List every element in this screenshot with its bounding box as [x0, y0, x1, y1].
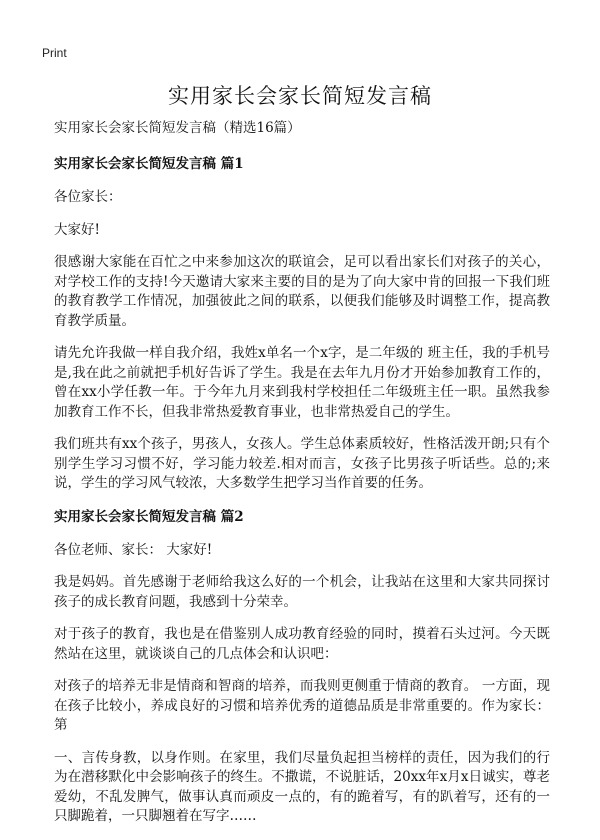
document-body: [54, 118, 550, 840]
section-1: [54, 154, 550, 494]
page-title: 实用家长会家长简短发言稿: [168, 84, 432, 108]
paragraph: 我是妈妈。首先感谢于老师给我这么好的一个机会，让我站在这里和大家共同探讨孩子的成长教育问题，我感到十分荣幸。: [54, 574, 550, 610]
paragraph: 对于孩子的教育，我也是在借鉴别人成功教育经验的同时，摸着石头过河。今天既然站在这里，就谈谈自己的几点体会和认识吧：: [54, 626, 550, 662]
section-2: [54, 507, 550, 827]
paragraph: 请先允许我做一样自我介绍，我姓x单名一个x字，是二年级的 班主任，我的手机号是,我在此之前就把手机好告诉了学生。我是在去年九月份才开始参加教育工作的，曾在xx小学任教一年。于今年九月来到我村学校担任二年级班主任一职。虽然我参加教育工作不长，但我非常热爱教育事业，也非常热爱自己的学生。: [54, 345, 550, 420]
section-heading: 实用家长会家长简短发言稿 篇2: [54, 508, 244, 525]
document-subtitle: 实用家长会家长简短发言稿（精选16篇）: [54, 120, 301, 136]
print-label[interactable]: Print: [42, 46, 67, 60]
paragraph: 对孩子的培养无非是情商和智商的培养，而我则更侧重于情商的教育。 一方面，现在孩子比较小，养成良好的习惯和培养优秀的道德品质是非常重要的。作为家长：第: [54, 678, 550, 733]
paragraph: 大家好!: [54, 221, 100, 238]
paragraph: 各位家长：: [54, 189, 122, 205]
paragraph: 各位老师、家长： 大家好!: [54, 541, 213, 558]
paragraph: 很感谢大家能在百忙之中来参加这次的联谊会，足可以看出家长们对孩子的关心，对学校工作的支持!今天邀请大家来主要的目的是为了向大家中肯的回报一下我们班的教育教学工作情况，加强彼此之间的联系，以便我们能够及时调整工作，提高教育教学质量。: [54, 254, 550, 329]
paragraph: 我们班共有xx个孩子，男孩人，女孩人。学生总体素质较好，性格活泼开朗;只有个别学生学习习惯不好，学习能力较差.相对而言，女孩子比男孩子听话些。总的;来说，学生的学习风气较浓，大多数学生把学习当作首要的任务。: [54, 436, 550, 491]
section-heading: 实用家长会家长简短发言稿 篇1: [54, 156, 244, 172]
paragraph: 一、言传身教，以身作则。在家里，我们尽量负起担当榜样的责任，因为我们的行为在潜移默化中会影响孩子的终生。不撒谎，不说脏话，20xx年x月x日诚实，尊老爱幼，不乱发脾气，做事认真而顽皮一点的，有的跪着写，有的趴着写，还有的一只脚跪着，一只脚翘着在写字……: [54, 749, 550, 824]
